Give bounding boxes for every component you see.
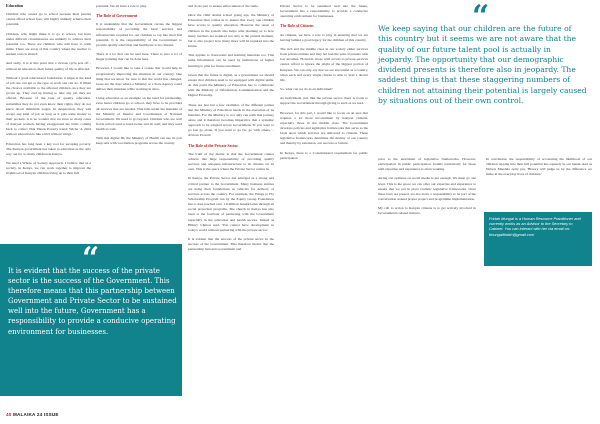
section-heading-red: The Role of Citizens bbox=[280, 24, 314, 29]
paragraph: As individuals, just like the private sector, there is room to support the Government through giving to each as we lead. bbox=[280, 96, 368, 106]
paragraph: Children who cannot go to school because their parents cannot afford school fees, will highly unlikely achieve their potential. bbox=[6, 12, 91, 27]
paragraph: In conclusion, the responsibility of accounting the likelihood of our children tapping into their full potential lies squarely in our hands. And as Nelson Mandela aptly put, 'History will judge us by the difference we make in the everyday lives of children.' bbox=[486, 157, 592, 177]
pull-quote-top-text: We keep saying that our children are the future of this country but it seems we are not aware that the quality of our future talent pool is actually in jeopardy. The opportunity that our demographic dividend presents is therefore also in jeopardy. The saddest thing is that these staggering numbers of children not attaining their potential is largely caused by situations out of their own control. bbox=[378, 24, 587, 106]
paragraph: As citizens, we have a role to play in ensuring that we are leaving behind a good legacy for the children of this country. bbox=[280, 32, 368, 42]
paragraph: We need a Whole of Society Approach. I believe that as a society, in Kenya, we can work together to improve the livelihood of Kenyan children living up to their full bbox=[6, 161, 91, 176]
paragraph: It is evident that the success of the private sector in the success of the Government. This therefore means that the partnership between Government and bbox=[188, 237, 274, 252]
paragraph: However, I would like to take a course that would help in progressively improving the situation in our country. One thing that we know for sure is that the world has changed. Gone are the days where a Ministry or a State Agency could deliver their mandate while working in silos. bbox=[96, 66, 182, 92]
paragraph: The rich and the middle class in our society either services from private entities and may not feel the pain of parents with low incomes. However, those with access to private services cannot afford to ignore the plight of the biggest portion of Kenyans. We can only say that we are successful as a country, when each and every single citizen is able to lead a decent life. bbox=[280, 46, 368, 82]
paragraph: There is a lot that can be said here. There is also a lot of finger pointing that can be done here. bbox=[96, 52, 182, 62]
pull-quote-bottom-text: It is evident that the success of the private sector is the success of the Government. This therefore means that this partnership between Government and Private Sector to be sustained well into the future, Government has a responsibility to provide a conducive operating environment for businesses. bbox=[8, 267, 177, 336]
quote-mark-icon: “ bbox=[472, 0, 490, 34]
quote-mark-icon: “ bbox=[82, 241, 100, 276]
column-4 bbox=[280, 4, 368, 165]
paragraph: Children, who might make it to go to school, but have under difficult circumstances are unlikely to achieve their potential too. There are children who still have to walk miles. There are areas of this country where the teacher to student ratio is absurd. bbox=[6, 31, 91, 57]
paragraph: Education has long been a key tool for escaping poverty. The Kenyan government has taken to education as the only way out for so many children in Kenya. bbox=[6, 141, 91, 156]
publication-name: MALAIKA 24 ISSUE bbox=[13, 412, 59, 417]
paragraph: With this digital ID, the Ministry of Health can use its part keep tabs with vaccination programs across the country bbox=[96, 136, 182, 146]
paragraph: It is undeniable that the Government carries the biggest responsibility of providing the basic services and infrastructure required for our children to tap into their full potential. It is the responsibility of the Government to provide quality education and healthcare to its citizens. bbox=[96, 22, 182, 47]
pull-quote-top bbox=[374, 0, 592, 154]
column-1-body bbox=[6, 12, 91, 176]
pull-quote-bottom bbox=[0, 241, 182, 396]
paragraph: potential. We all have a role to play. bbox=[96, 4, 147, 8]
section-heading-red: The Role of the Private Sector bbox=[188, 143, 239, 148]
column-5 bbox=[378, 157, 476, 221]
paragraph: This applies to classrooms and learning materials too. This same information can be used by institutions of higher learning to plan for future enrolment. bbox=[188, 53, 274, 68]
paragraph: and do its part to ensure enforcement of the same. bbox=[188, 4, 259, 8]
paragraph: Given that the future is digital, as a government we should ensure that children need to be equipped with digital skills. At this point the Ministry of Education has to collaborate with the Ministry of Information, Communication and the Digital Economy. bbox=[188, 72, 274, 98]
paragraph: And sadly, it is at this point that a vicious cycle sets off - without an education, their future quality of life is affected. bbox=[6, 61, 91, 71]
column-3 bbox=[188, 4, 274, 257]
paragraph: The truth of the matter is that the Government cannot achieve this huge responsibility of providing quality services and adequate infrastructure to its citizens on its own. This is the space where the Private Sector comes in. bbox=[188, 151, 274, 172]
paragraph: Without a good educational foundation, it impacts the kind of job one can get or the type of work one can do. It limits the choices available to the affected children once they are grown up. They end up having to take any job they are offered. Because of the lack of quality education, sometimes they do not even know their rights, they do not know about minimum wages. In desperation, they will accept any kind of job as long as it puts some money to their pockets. It is no wonder that we have so many cases of Kenyan workers having exaggerated the truth, coming back to collect This Tiktok Poverty trend: Wiche 'A child without education is like a bird without wings.' bbox=[6, 75, 91, 137]
section-heading-red: The Role of Government bbox=[96, 14, 138, 19]
page-number: 40 bbox=[6, 412, 12, 417]
column-1 bbox=[6, 4, 91, 181]
paragraph: Once the child attains school going age, the Ministry of Education then comes in to ensure that every one children have access to quality education. However the onset of children in the system also helps with planning as to how many teachers are required not only at the present moment, but to also project how many more will be required into the future. bbox=[188, 13, 274, 49]
author-bio: Fridah Mungai is a Human Resource Practitioner and currently works as an Advisor to the Secretary to Cabinet. You can interact with her via email on: fmungaifridah@gmail.com bbox=[489, 216, 581, 237]
paragraph: So, what can we do as an individual? bbox=[280, 87, 333, 92]
paragraph: Airing our opinions on social media is not enough. We must go one level. This is the space we can offer our expertise and experience to ensure that we put in place realistic legislative frameworks. Once these laws are passed, we also have a responsibility to be part of the conversation around proper project and programme implementation. bbox=[378, 176, 476, 202]
column-6 bbox=[486, 157, 592, 182]
paragraph: Using education as an example on the need for partnership, even better children go to school, they have to be provided all services that are needed. This falls under the mandate of the Ministry of Interior and Coordination of National Government. We need to go beyond. Children who are well fed in school tend to learn better and do well, and they need health as well. bbox=[96, 96, 182, 132]
paragraph: Private Sector to be sustained well into the future, Government has a responsibility to provide a conducive operating environment for businesses. bbox=[280, 4, 368, 19]
page-footer bbox=[6, 412, 59, 417]
paragraph: My call to action to Kenyan citizens is to get actively involved in Government's related matters. bbox=[378, 206, 476, 216]
paragraph: In Kenya, the Private Sector has emerged as a strong and critical partner to the Government. Many business entities are using their foundations as vehicles for delivery of services across the country. For example, the Wings to Fly Scholarship Program run by the Equity Group Foundation has to date reached over 1.9 million beneficiaries through its social protection programs. The church in Kenya has also been at the forefront of partnering with the Government especially in the education and health sectors. Indeed as Hillary Clinton said, 'You cannot have development in today's world without partnering with the private sector.' bbox=[188, 176, 274, 232]
section-heading: Education bbox=[6, 4, 24, 8]
column-2 bbox=[96, 4, 182, 151]
paragraph: However, for this part, I would like to focus on an area that requires a lot more involvement by Kenyan citizens, especially those in the middle class. The Government develops policies and legislative frameworks that serve as the basis upon which services are delivered to citizens. These legislative frameworks determine the destiny of our country and thereby by extension, our success or failure. bbox=[280, 110, 368, 146]
paragraph: These are just but a few examples of the different parties that the Ministry of Education needs in the execution of its mandate. For the Ministry to not only can walk this journey alone and it therefore becomes imperative that a systemic approach to be adopted across Government. 'If you want to go fast go alone. If you want to go far, go with others.' - African Proverb bbox=[188, 102, 274, 138]
paragraph: In Kenya, there is a Constitutional requirement for public participation bbox=[280, 150, 368, 160]
author-bio-box bbox=[484, 212, 592, 266]
paragraph: prior to the enactment of legislative frameworks. However, participation in public participation forums particularly for those with expertise and experience is often wanting. bbox=[378, 157, 476, 172]
